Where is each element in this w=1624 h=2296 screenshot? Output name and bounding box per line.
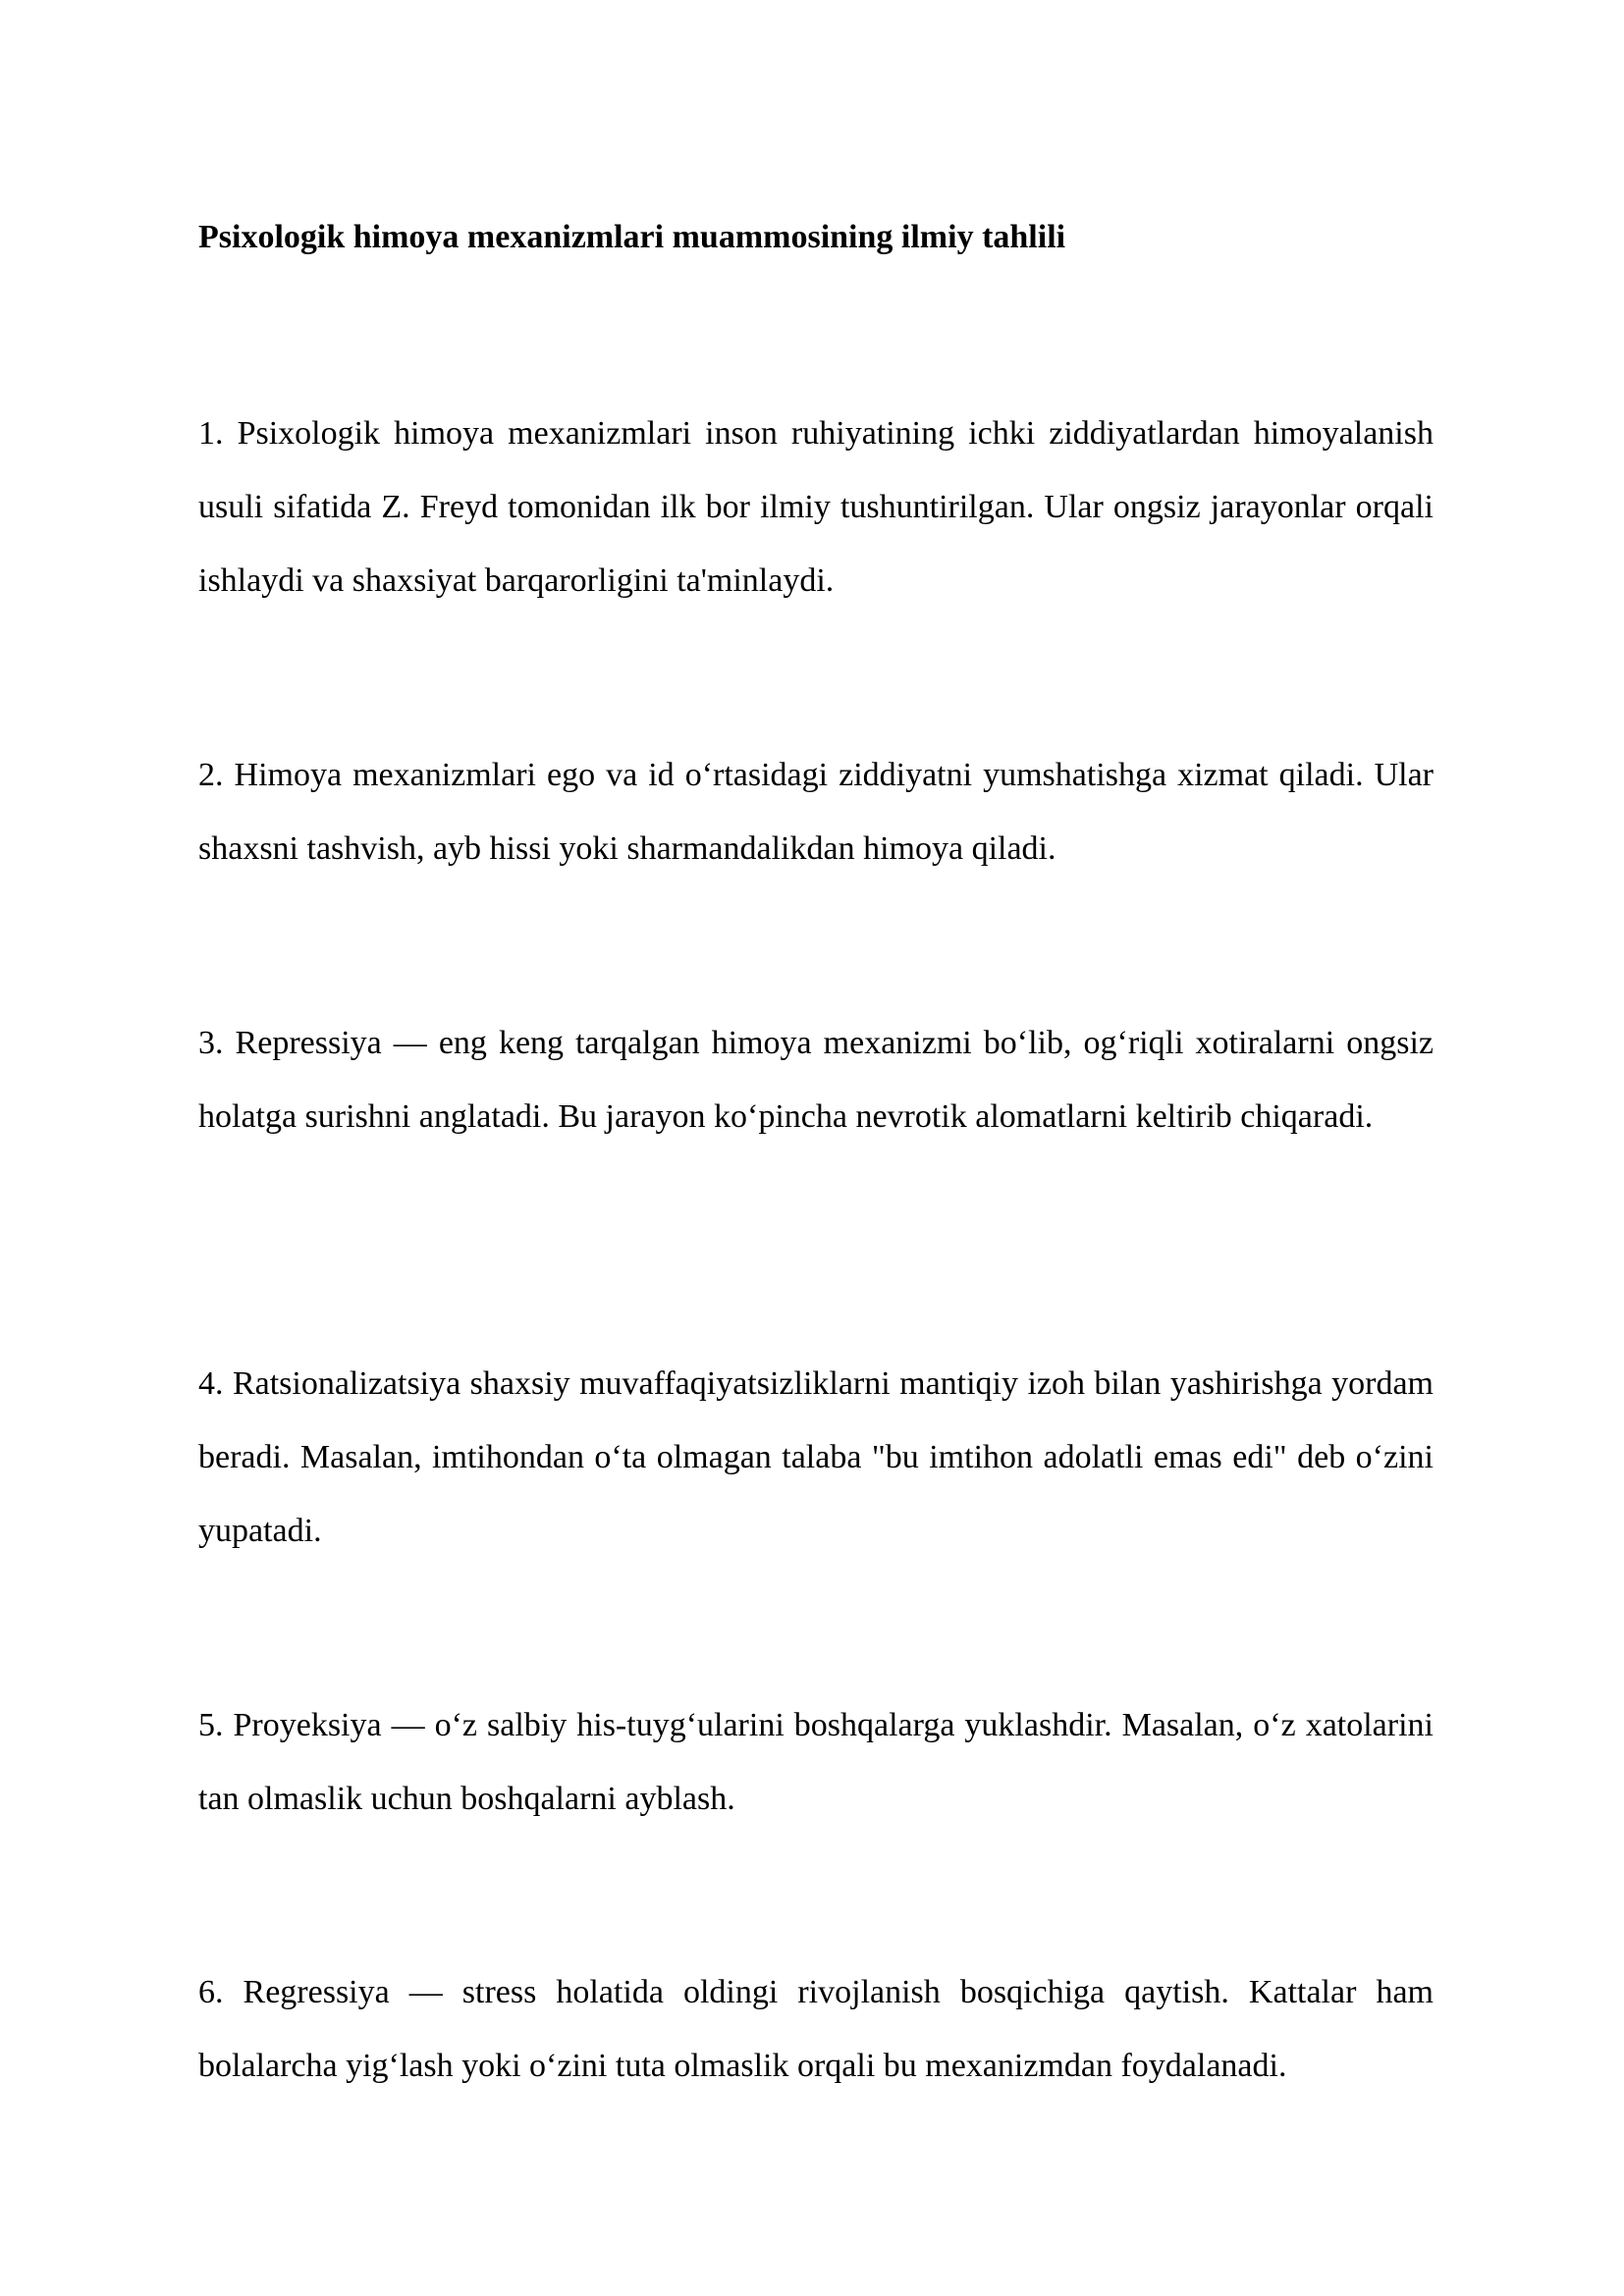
document-title: Psixologik himoya mexanizmlari muammosining ilmiy tahlili [198,219,1066,255]
paragraph-4: 4. Ratsionalizatsiya shaxsiy muvaffaqiyatsizliklarni mantiqiy izoh bilan yashirishga yordam beradi. Masalan, imtihondan o‘ta olmagan talaba "bu imtihon adolatli emas edi" deb o‘zini yupatadi. [198,1365,1434,1549]
paragraph-5: 5. Proyeksiya — o‘z salbiy his-tuyg‘ularini boshqalarga yuklashdir. Masalan, o‘z xatolarini tan olmaslik uchun boshqalarni ayblash. [198,1707,1434,1817]
paragraph-2: 2. Himoya mexanizmlari ego va id o‘rtasidagi ziddiyatni yumshatishga xizmat qiladi. Ular shaxsni tashvish, ayb hissi yoki sharmandalikdan himoya qiladi. [198,757,1434,867]
paragraph-6: 6. Regressiya — stress holatida oldingi rivojlanish bosqichiga qaytish. Kattalar ham bolalarcha yig‘lash yoki o‘zini tuta olmaslik orqali bu mexanizmdan foydalanadi. [198,1974,1434,2084]
paragraph-1: 1. Psixologik himoya mexanizmlari inson ruhiyatining ichki ziddiyatlardan himoyalanish usuli sifatida Z. Freyd tomonidan ilk bor ilmiy tushuntirilgan. Ular ongsiz jarayonlar orqali ishlaydi va shaxsiyat barqarorligini ta'minlaydi. [198,415,1434,599]
paragraph-3: 3. Repressiya — eng keng tarqalgan himoya mexanizmi bo‘lib, og‘riqli xotiralarni ongsiz holatga surishni anglatadi. Bu jarayon ko‘pincha nevrotik alomatlarni keltirib chiqaradi. [198,1025,1434,1135]
